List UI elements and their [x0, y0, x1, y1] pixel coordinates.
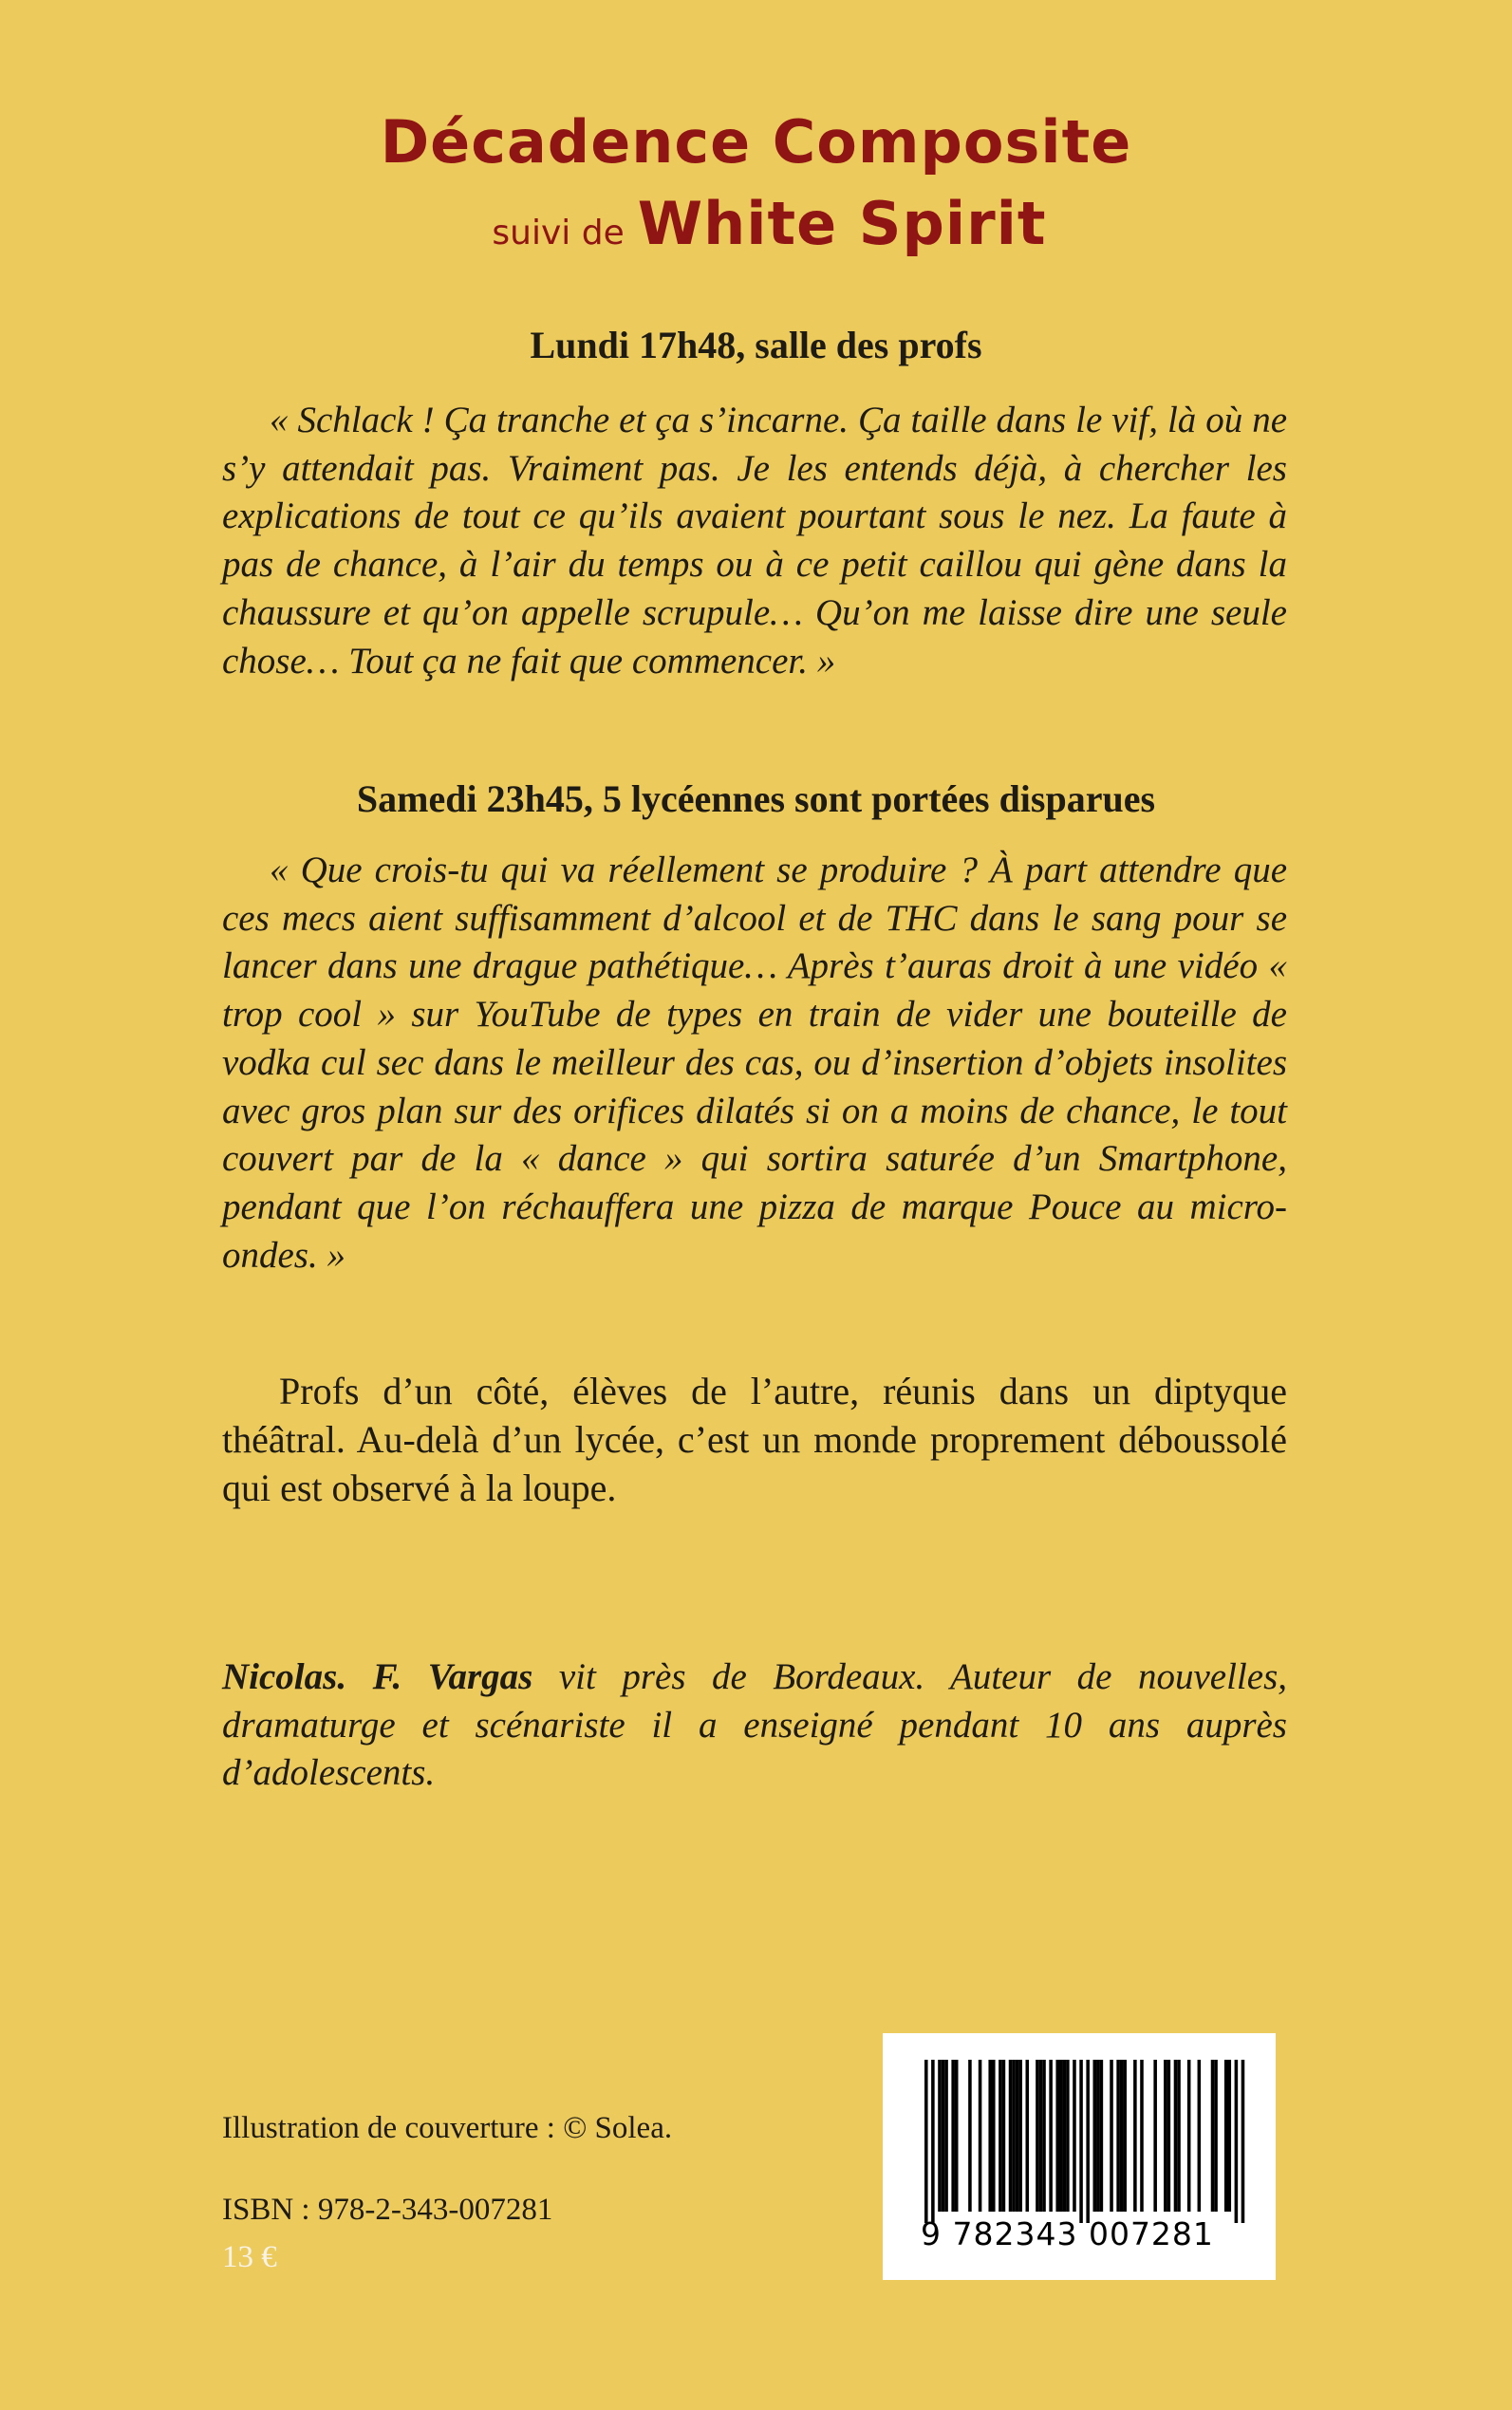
barcode — [883, 2033, 1276, 2280]
barcode-bar-48 — [1228, 2060, 1232, 2212]
illustration-credit: Illustration de couverture : © Solea. — [222, 2111, 673, 2145]
book-subtitle-line — [0, 186, 1512, 277]
barcode-bar-47 — [1224, 2060, 1228, 2212]
barcode-bar-7 — [968, 2060, 972, 2212]
barcode-bar-36 — [1133, 2060, 1137, 2212]
barcode-bar-41 — [1174, 2060, 1178, 2212]
barcode-bar-1 — [931, 2060, 935, 2223]
barcode-bar-32 — [1110, 2060, 1113, 2212]
barcode-bar-2 — [938, 2060, 942, 2212]
barcode-bar-49 — [1235, 2060, 1239, 2223]
barcode-bar-11 — [999, 2060, 1002, 2212]
barcode-bar-23 — [1059, 2060, 1063, 2212]
barcode-bar-19 — [1039, 2060, 1043, 2212]
barcode-bar-30 — [1096, 2060, 1100, 2212]
author-bio — [222, 1653, 1287, 1798]
barcode-bar-21 — [1049, 2060, 1053, 2212]
barcode-bar-33 — [1116, 2060, 1120, 2212]
barcode-bar-40 — [1167, 2060, 1171, 2212]
barcode-bar-12 — [1002, 2060, 1006, 2212]
barcode-bar-24 — [1063, 2060, 1067, 2212]
barcode-bar-17 — [1026, 2060, 1030, 2212]
barcode-bar-15 — [1016, 2060, 1019, 2212]
isbn-text: ISBN : 978-2-343-007281 — [222, 2193, 553, 2227]
barcode-bar-28 — [1086, 2060, 1090, 2223]
barcode-bar-29 — [1093, 2060, 1097, 2212]
barcode-bar-45 — [1211, 2060, 1215, 2212]
barcode-digits: 9 782343 007281 — [921, 2215, 1214, 2252]
barcode-bar-46 — [1214, 2060, 1218, 2212]
barcode-bar-18 — [1036, 2060, 1039, 2212]
barcode-bar-16 — [1018, 2060, 1022, 2212]
barcode-bar-38 — [1153, 2060, 1157, 2212]
book-title-block — [0, 104, 1512, 277]
barcode-bar-37 — [1140, 2060, 1144, 2212]
author-bio-text: vit près de Bordeaux. Auteur de nouvelles, dramaturge et scénariste il a enseigné pendant 10 ans auprès d’adolescents. — [222, 1656, 1287, 1793]
summary-paragraph: Profs d’un côté, élèves de l’autre, réunis dans un diptyque théâtral. Au-delà d’un lycée, c’est un monde proprement déboussolé qui est observé à la loupe. — [222, 1370, 1287, 1509]
barcode-bar-39 — [1164, 2060, 1167, 2212]
barcode-bar-5 — [951, 2060, 955, 2212]
price-text: 13 € — [222, 2240, 277, 2274]
barcode-bar-8 — [979, 2060, 982, 2212]
barcode-bar-3 — [942, 2060, 945, 2212]
barcode-bar-14 — [1012, 2060, 1016, 2212]
barcode-bar-13 — [1009, 2060, 1013, 2212]
barcode-bar-27 — [1079, 2060, 1083, 2223]
barcode-bar-6 — [955, 2060, 959, 2212]
barcode-bars — [883, 2033, 1276, 2223]
barcode-bar-50 — [1241, 2060, 1245, 2223]
title-connector: suivi de — [492, 214, 625, 252]
barcode-bar-42 — [1177, 2060, 1181, 2212]
barcode-bar-25 — [1066, 2060, 1070, 2212]
quote-monday: « Schlack ! Ça tranche et ça s’incarne. Ça taille dans le vif, là où ne s’y attendait pas. Vraiment pas. Je les entends déjà, à chercher les explications de tout ce qu’ils avaient pourtant sous le nez. La faute à pas de chance, à l’air du temps ou à ce petit caillou qui gène dans la chaussure et qu’on appelle scrupule… Qu’on me laisse dire une seule chose… Tout ça ne fait que commencer. » — [222, 400, 1287, 682]
barcode-bar-9 — [988, 2060, 992, 2212]
barcode-bar-4 — [944, 2060, 948, 2212]
barcode-bar-10 — [992, 2060, 996, 2212]
barcode-bar-44 — [1198, 2060, 1202, 2212]
quote-saturday: « Que crois-tu qui va réellement se produire ? À part attendre que ces mecs aient suffisamment d’alcool et de THC dans le sang pour se lancer dans une drague pathétique… Après t’auras droit à une vidéo « trop cool » sur YouTube de types en train de vider une bouteille de vodka cul sec dans le meilleur des cas, ou d’insertion d’objets insolites avec gros plan sur des orifices dilatés si on a moins de chance, le tout couvert par de la « dance » qui sortira saturée d’un Smartphone, pendant que l’on réchauffera une pizza de marque Pouce au micro-ondes. » — [222, 850, 1287, 1276]
author-name: Nicolas. F. Vargas — [222, 1656, 533, 1697]
barcode-bar-43 — [1187, 2060, 1191, 2212]
barcode-bar-26 — [1073, 2060, 1076, 2212]
barcode-bar-22 — [1055, 2060, 1059, 2212]
barcode-bar-0 — [924, 2060, 928, 2223]
barcode-bar-34 — [1120, 2060, 1124, 2212]
barcode-bar-31 — [1100, 2060, 1104, 2212]
section-heading-saturday: Samedi 23h45, 5 lycéennes sont portées disparues — [356, 777, 1156, 820]
second-title: White Spirit — [637, 189, 1047, 258]
section-heading-monday: Lundi 17h48, salle des profs — [530, 324, 982, 366]
barcode-bar-20 — [1042, 2060, 1046, 2212]
book-title: Décadence Composite — [380, 107, 1132, 177]
barcode-bar-35 — [1123, 2060, 1127, 2212]
